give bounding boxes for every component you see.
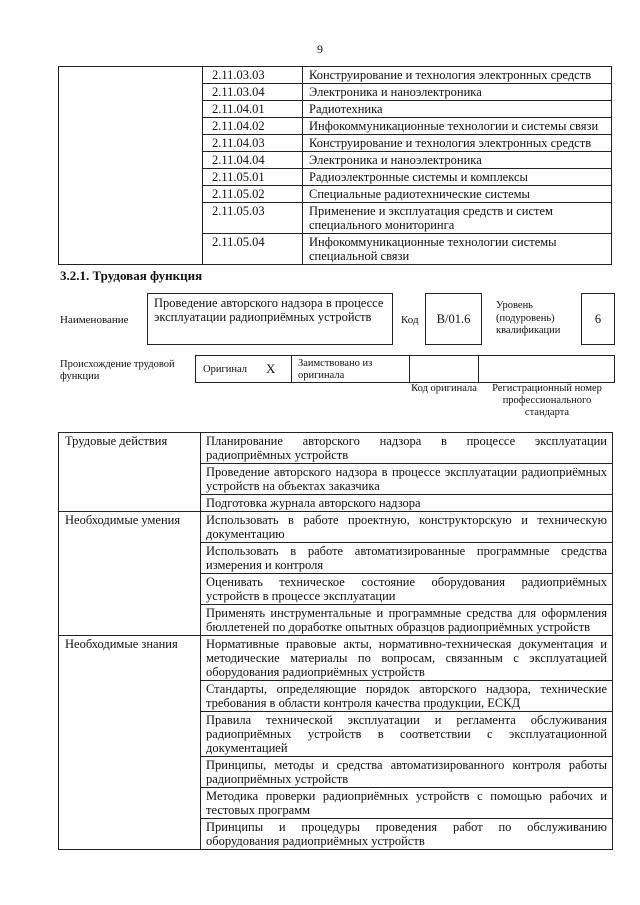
detail-item-cell: Использовать в работе проектную, конструкторскую и техническую документацию xyxy=(201,512,613,543)
detail-item-cell: Применять инструментальные и программные средства для оформления бюллетеней по доработке опытных образцов радиоприёмных устройств xyxy=(201,605,613,636)
level-value: 6 xyxy=(594,312,602,326)
codes-name-cell: Электроника и наноэлектроника xyxy=(303,84,612,101)
detail-row xyxy=(59,433,613,464)
function-code-box xyxy=(425,293,482,345)
borrowed-label: Заимствовано из оригинала xyxy=(298,358,373,381)
category-cell: Необходимые умения xyxy=(59,512,201,636)
codes-name-cell: Специальные радиотехнические системы xyxy=(303,186,612,203)
detail-item-cell: Нормативные правовые акты, нормативно-техническая документация и методические материалы по вопросам, связанным с эксплуатацией оборудования радиоприёмных устройств xyxy=(201,636,613,681)
codes-code-cell: 2.11.03.04 xyxy=(203,84,303,101)
category-cell: Трудовые действия xyxy=(59,433,201,512)
detail-item-cell: Стандарты, определяющие порядок авторского надзора, технические требования в области контроля качества продукции, ЕСКД xyxy=(201,681,613,712)
origin-reg-box xyxy=(478,355,615,383)
codes-name-cell: Инфокоммуникационные технологии системы специальной связи xyxy=(303,234,612,265)
codes-name-cell: Конструирование и технология электронных средств xyxy=(303,67,612,84)
category-cell: Необходимые знания xyxy=(59,636,201,850)
codes-code-cell: 2.11.05.01 xyxy=(203,169,303,186)
code-label: Код xyxy=(401,314,419,326)
original-label: Оригинал xyxy=(203,364,247,375)
codes-code-cell: 2.11.04.04 xyxy=(203,152,303,169)
codes-name-cell: Радиотехника xyxy=(303,101,612,118)
codes-row xyxy=(59,67,612,84)
origin-borrowed-box xyxy=(291,355,410,383)
codes-name-cell: Применение и эксплуатация средств и систем специального мониторинга xyxy=(303,203,612,234)
codes-name-cell: Инфокоммуникационные технологии и системы связи xyxy=(303,118,612,135)
detail-row xyxy=(59,636,613,681)
detail-item-cell: Планирование авторского надзора в процессе эксплуатации радиоприёмных устройств xyxy=(201,433,613,464)
function-code-value: B/01.6 xyxy=(436,312,471,326)
origin-code-box xyxy=(409,355,479,383)
origin-label: Происхождение трудовой функции xyxy=(60,359,175,382)
codes-table xyxy=(58,66,612,265)
codes-code-cell: 2.11.04.02 xyxy=(203,118,303,135)
name-label: Наименование xyxy=(60,314,129,326)
detail-item-cell: Методика проверки радиоприёмных устройств с помощью рабочих и тестовых программ xyxy=(201,788,613,819)
codes-name-cell: Радиоэлектронные системы и комплексы xyxy=(303,169,612,186)
detail-item-cell: Использовать в работе автоматизированные программные средства измерения и контроля xyxy=(201,543,613,574)
codes-blank-cell xyxy=(59,67,203,265)
code-caption: Код оригинала xyxy=(411,383,477,394)
codes-name-cell: Электроника и наноэлектроника xyxy=(303,152,612,169)
detail-item-cell: Принципы, методы и средства автоматизированного контроля работы радиоприёмных устройств xyxy=(201,757,613,788)
function-name-value: Проведение авторского надзора в процессе эксплуатации радиоприёмных устройств xyxy=(154,296,384,324)
codes-code-cell: 2.11.03.03 xyxy=(203,67,303,84)
original-mark: X xyxy=(266,361,276,376)
function-name-box xyxy=(147,293,393,345)
detail-item-cell: Проведение авторского надзора в процессе эксплуатации радиоприёмных устройств на объектах заказчика xyxy=(201,464,613,495)
detail-item-cell: Принципы и процедуры проведения работ по обслуживанию оборудования радиоприёмных устройств xyxy=(201,819,613,850)
codes-code-cell: 2.11.05.03 xyxy=(203,203,303,234)
detail-row xyxy=(59,512,613,543)
codes-code-cell: 2.11.05.04 xyxy=(203,234,303,265)
codes-name-cell: Конструирование и технология электронных средств xyxy=(303,135,612,152)
reg-caption: Регистрационный номер профессионального стандарта xyxy=(492,383,602,418)
section-title: 3.2.1. Трудовая функция xyxy=(60,268,203,283)
codes-code-cell: 2.11.04.03 xyxy=(203,135,303,152)
origin-original-box xyxy=(195,355,292,383)
page-number: 9 xyxy=(317,42,323,56)
detail-item-cell: Оценивать техническое состояние оборудования радиоприёмных устройств в процессе эксплуатации xyxy=(201,574,613,605)
codes-code-cell: 2.11.04.01 xyxy=(203,101,303,118)
detail-item-cell: Правила технической эксплуатации и регламента обслуживания радиоприёмных устройств в соответствии с эксплуатационной документацией xyxy=(201,712,613,757)
codes-code-cell: 2.11.05.02 xyxy=(203,186,303,203)
level-box xyxy=(581,293,615,345)
level-label: Уровень (подуровень) квалификации xyxy=(496,300,561,336)
detail-item-cell: Подготовка журнала авторского надзора xyxy=(201,495,613,512)
function-details-table xyxy=(58,432,613,850)
